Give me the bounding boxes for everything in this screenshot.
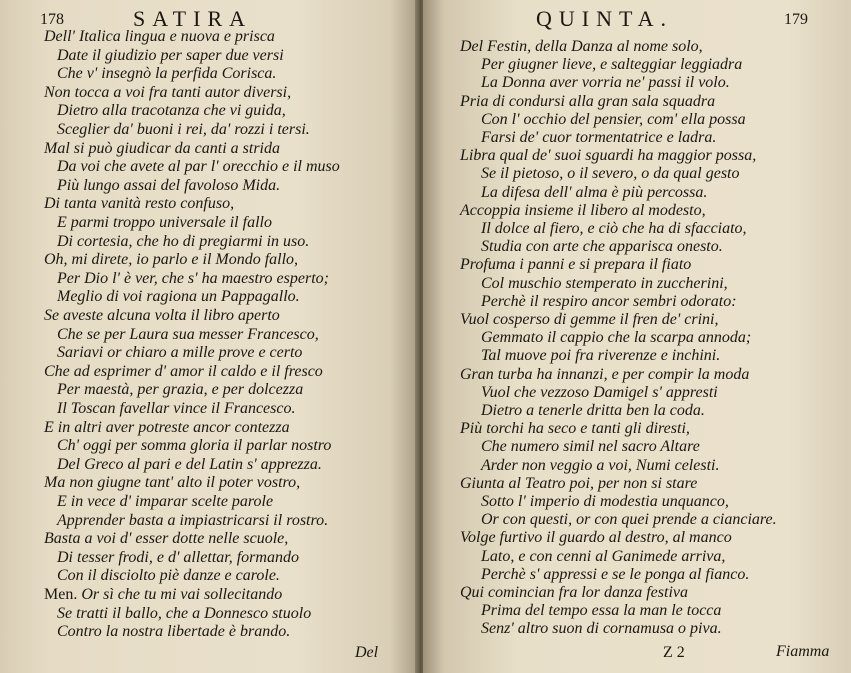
signature-mark: Z 2 [663,644,685,661]
verse-line [481,401,705,421]
verse-line [57,120,310,140]
verse-text: Tal muove poi fra riverenze e inchini. [481,347,721,365]
verse-text: Or sì che tu mi vai sollecitando [77,586,283,603]
verse-text: Profuma i panni e si prepara il fiato [460,256,692,274]
verse-line [481,183,707,203]
verse-line [57,548,299,568]
verse-text: Di tanta vanità resto confuso, [44,195,235,213]
verse-text: Che v' insegnò la perfida Corisca. [57,65,277,83]
verse-text: Che se per Laura sua messer Francesco, [57,325,319,343]
verse-text: Volge furtivo il guardo al destro, al manco [460,529,732,547]
verse-line [57,232,309,252]
verse-text: Vuol cosperso di gemme il fren de' crini, [460,311,719,328]
verse-text: Più torchi ha seco e tanti gli diresti, [460,420,690,438]
verse-line [44,362,323,382]
verse-text: Da voi che avete al par l' orecchio e il muso [57,158,340,176]
verse-text: Del Greco al pari e del Latin s' apprezza. [57,455,322,473]
verse-line [481,73,730,93]
verse-text: Or con questi, or con quei prende a cianciare. [481,511,777,529]
verse-text: La Donna aver vorria ne' passi il volo. [481,74,730,92]
verse-text: Arder non veggio a voi, Numi celesti. [481,456,720,474]
verse-line [481,219,747,239]
verse-text: Qui comincian fra lor danza festiva [460,584,688,601]
verse-text: Di cortesia, che ho di pregiarmi in uso. [57,232,310,250]
verse-line [460,201,706,221]
verse-line [44,585,282,605]
verse-text: Meglio di voi ragiona un Pappagallo. [57,288,300,306]
verse-text: Il Toscan favellar vince il Francesco. [57,400,296,417]
verse-line [57,492,273,512]
verse-text: Se il pietoso, o il severo, o da qual gesto [481,165,740,183]
verse-line [460,419,690,439]
verse-line [57,287,300,307]
verse-text: Oh, mi direte, io parlo e il Mondo fallo, [44,251,299,269]
verse-line [460,92,715,112]
verse-text: Libra qual de' suoi sguardi ha maggior possa, [460,147,757,165]
verse-line [57,343,302,363]
speaker-label: Men. [44,586,78,603]
verse-text: Ma non giugne tant' alto il poter vostro, [44,474,301,492]
verse-text: Di tesser frodi, e d' allettar, formando [57,548,299,566]
verse-line [481,456,719,476]
page-number-left: 178 [40,11,64,28]
verse-text: Che ad esprimer d' amor il caldo e il fresco [44,362,323,380]
verse-text: Sceglier da' buoni i rei, da' rozzi i tersi. [57,121,310,138]
verse-line [460,365,749,385]
verse-line [481,565,749,585]
verse-line [57,566,280,586]
verse-text: Per Dio l' è ver, che s' ha maestro esperto; [57,269,329,287]
verse-line [481,110,746,130]
verse-line [481,164,739,184]
verse-line [57,622,290,642]
verse-text: Più lungo assai del favoloso Mida. [57,176,281,194]
right-page [423,0,851,673]
verse-text: Col muschio stemperato in zuccherini, [481,274,728,292]
verse-line [57,64,276,84]
verse-line [44,418,290,438]
verse-line [57,604,311,624]
verse-line [481,346,720,366]
verse-text: Pria di condursi alla gran sala squadra [460,92,716,110]
verse-text: Del Festin, della Danza al nome solo, [460,38,703,55]
verse-text: Che numero simil nel sacro Altare [481,438,700,456]
verse-line [460,583,688,603]
verse-line [44,473,300,493]
verse-text: Perchè il respiro ancor sembri odorato: [481,292,737,310]
verse-text: Lato, e con cenni al Ganimede arriva, [481,547,726,565]
verse-text: Farsi de' cuor tormentatrice e ladra. [481,129,717,146]
verse-text: Studia con arte che apparisca onesto. [481,238,723,256]
running-head-left: SATIRA [133,6,253,31]
running-head-right: QUINTA. [536,6,674,31]
verse-line [57,157,340,177]
verse-text: Se tratti il ballo, che a Donnesco stuolo [57,604,312,622]
verse-line [481,619,722,639]
verse-line [57,213,272,233]
verse-text: Sotto l' imperio di modestia unquanco, [481,493,729,510]
left-page [0,0,419,673]
verse-text: Perchè s' appressi e se le ponga al fianco. [481,565,750,583]
verse-line [57,455,322,475]
verse-line [44,83,291,103]
verse-line [57,511,328,531]
verse-text: Giunta al Teatro poi, per non si stare [460,474,698,492]
verse-text: Per maestà, per grazia, e per dolcezza [57,381,304,399]
verse-text: Se aveste alcuna volta il libro aperto [44,307,280,324]
verse-text: Gran turba ha innanzi, e per compir la moda [460,365,750,383]
verse-text: Basta a voi d' esser dotte nelle scuole, [44,530,289,548]
verse-line [44,529,288,549]
verse-text: E parmi troppo universale il fallo [57,214,272,231]
verse-text: Ch' oggi per somma gloria il parlar nostro [57,437,332,455]
verse-text: Apprender basta a impiastricarsi il rostro. [57,511,329,529]
verse-line [460,474,697,494]
verse-text: Non tocca a voi fra tanti autor diversi, [44,83,292,101]
verse-line [481,274,728,294]
catchword-right: Fiamma [776,643,830,660]
verse-line [481,237,723,257]
verse-line [481,292,737,312]
verse-text: Prima del tempo essa la man le tocca [481,602,722,620]
verse-line [57,269,329,289]
verse-text: Vuol che vezzoso Damigel s' appresti [481,383,718,401]
verse-line [44,306,280,326]
verse-line [44,139,280,159]
verse-text: Per giugner lieve, e salteggiar leggiadra [481,56,743,74]
verse-line [481,328,751,348]
verse-text: Con l' occhio del pensier, com' ella possa [481,110,746,128]
verse-line [57,325,319,345]
verse-line [57,436,331,456]
verse-line [481,55,742,75]
verse-line [481,601,721,621]
verse-text: Sariavi or chiaro a mille prove e certo [57,344,303,362]
verse-line [57,101,286,121]
verse-line [57,380,303,400]
verse-line [481,510,777,530]
verse-line [57,176,280,196]
verse-text: Senz' altro suon di cornamusa o piva. [481,620,722,638]
verse-text: E in altri aver potreste ancor contezza [44,418,290,436]
verse-text: Con il disciolto piè danze e carole. [57,567,280,585]
verse-line [460,310,718,330]
verse-text: E in vece d' imparar scelte parole [57,493,274,510]
verse-text: Dietro a tenerle dritta ben la coda. [481,402,705,419]
verse-line [481,128,716,148]
verse-text: Date il giudizio per saper due versi [57,46,284,64]
verse-line [481,547,725,567]
verse-text: Gemmato il cappio che la scarpa annoda; [481,329,752,347]
verse-line [481,492,729,512]
verse-line [57,399,295,419]
verse-text: Mal si può giudicar da canti a strida [44,139,280,157]
verse-line [460,146,756,166]
verse-text: Contro la nostra libertade è brando. [57,623,291,641]
verse-text: La difesa dell' alma è più percossa. [481,183,708,201]
catchword-left: Del [355,644,379,661]
verse-line [44,250,298,270]
verse-line [44,194,234,214]
verse-line [481,437,700,457]
verse-text: Dietro alla tracotanza che vi guida, [57,102,286,120]
verse-line [460,37,703,57]
verse-line [44,27,275,47]
verse-text: Accoppia insieme il libero al modesto, [460,201,706,219]
verse-text: Dell' Italica lingua e nuova e prisca [44,28,275,45]
verse-line [460,255,691,275]
verse-line [460,528,732,548]
verse-line [57,46,284,66]
page-number-right: 179 [784,11,808,28]
verse-text: Il dolce al fiero, e ciò che ha di sfacciato, [481,220,747,237]
verse-line [481,383,718,403]
